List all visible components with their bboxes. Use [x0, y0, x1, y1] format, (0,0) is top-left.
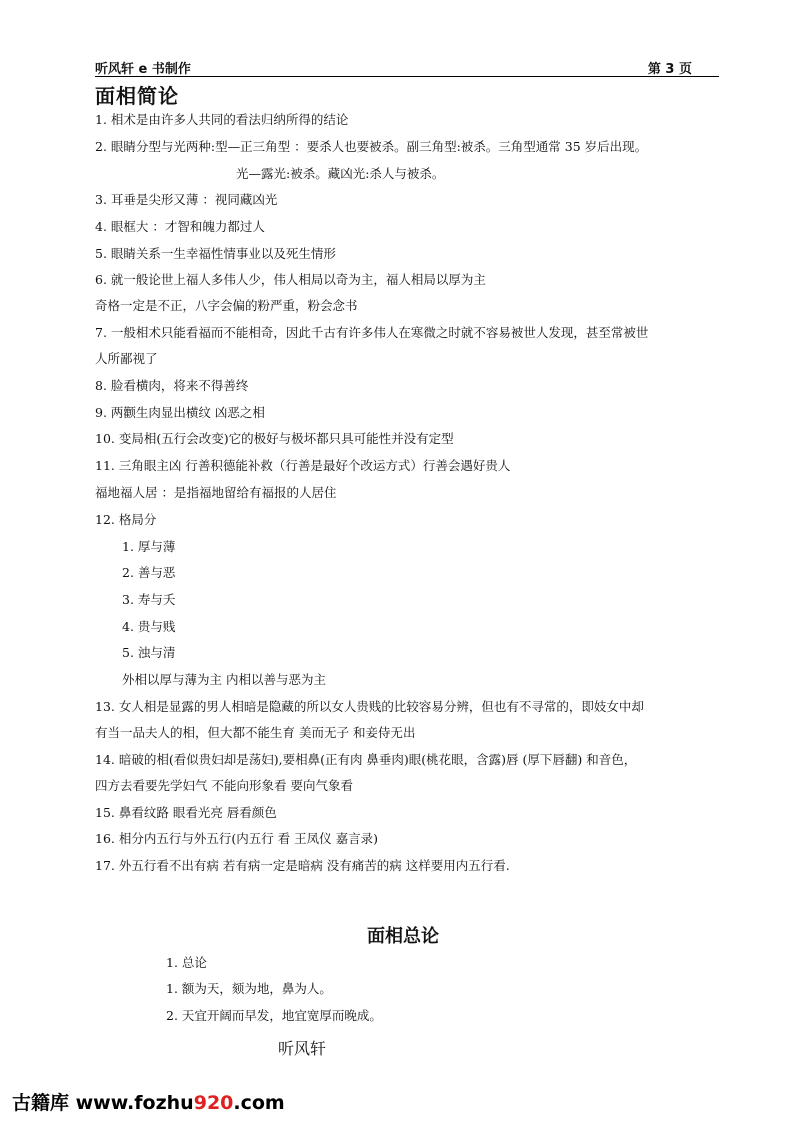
header-divider	[95, 76, 719, 77]
text-line: 四方去看要先学妇气 不能向形象看 要向气象看	[95, 778, 353, 793]
header-page-number: 第 3 页	[647, 62, 692, 77]
text-line: 13. 女人相是显露的男人相暗是隐藏的所以女人贵贱的比较容易分辨，但也有不寻常的，即妓女中却	[95, 699, 644, 714]
list-item: 4. 贵与贱	[122, 619, 176, 634]
text-line: 12. 格局分	[95, 512, 157, 527]
text-line: 4. 眼框大 ：才智和魄力都过人	[95, 219, 265, 234]
text-line: 14. 暗破的相(看似贵妇却是荡妇),要相鼻(正有肉 鼻垂肉)眼(桃花眼，含露)唇 (厚下唇翻) 和音色，	[95, 752, 637, 767]
text-line: 人所鄙视了	[95, 351, 158, 366]
text-line: 有当一品夫人的相，但大都不能生育 美而无子 和妾侍无出	[95, 725, 416, 740]
text-line: 奇格一定是不正，八字会偏的粉严重，粉会念书	[95, 298, 358, 313]
header-publisher: 听风轩 e 书制作	[95, 62, 191, 77]
list-item: 5. 浊与清	[122, 645, 176, 660]
list-item: 2. 善与恶	[122, 565, 176, 580]
list-item: 2. 天宜开阔而早发，地宜宽厚而晚成。	[166, 1008, 382, 1023]
watermark-number: 920	[193, 1092, 234, 1114]
list-item: 1. 总论	[166, 955, 207, 970]
text-line: 1. 相术是由许多人共同的看法归纳所得的结论	[95, 112, 349, 127]
list-item: 1. 厚与薄	[122, 539, 176, 554]
text-line: 17. 外五行看不出有病 若有病一定是暗病 没有痛苦的病 这样要用内五行看.	[95, 858, 510, 873]
section-title-brief: 面相简论	[95, 84, 179, 108]
watermark-suffix: .com	[233, 1092, 285, 1114]
text-line: 5. 眼睛关系一生幸福性情事业以及死生情形	[95, 246, 336, 261]
text-line: 9. 两颧生肉显出横纹 凶恶之相	[95, 405, 265, 420]
section-title-general: 面相总论	[367, 926, 439, 947]
text-line: 11. 三角眼主凶 行善积德能补救（行善是最好个改运方式）行善会遇好贵人	[95, 458, 511, 473]
text-line: 6. 就一般论世上福人多伟人少，伟人相局以奇为主，福人相局以厚为主	[95, 272, 486, 287]
text-line: 福地福人居 ：是指福地留给有福报的人居住	[95, 485, 337, 500]
text-line: 16. 相分内五行与外五行(内五行 看 王凤仪 嘉言录)	[95, 831, 379, 846]
watermark-prefix: 古籍库 www.fozhu	[12, 1092, 194, 1114]
text-line: 7. 一般相术只能看福而不能相奇，因此千古有许多伟人在寒微之时就不容易被世人发现，甚至常被世	[95, 325, 649, 340]
list-item: 3. 寿与夭	[122, 592, 176, 607]
list-item: 1. 额为天，颏为地，鼻为人。	[166, 981, 332, 996]
text-line: 15. 鼻看纹路 眼看光亮 唇看颜色	[95, 805, 277, 820]
text-line: 10. 变局相(五行会改变)它的极好与极坏都只具可能性并没有定型	[95, 431, 454, 446]
text-line: 3. 耳垂是尖形又薄 ：视同藏凶光	[95, 192, 278, 207]
text-line: 光—露光:被杀。藏凶光:杀人与被杀。	[236, 166, 445, 181]
site-watermark	[12, 1088, 285, 1115]
text-line: 8. 脸看横肉，将来不得善终	[95, 378, 249, 393]
text-line: 2. 眼睛分型与光两种:型—正三角型 ：要杀人也要被杀。副三角型:被杀。三角型通常 35 岁后出现。	[95, 139, 648, 154]
text-line: 外相以厚与薄为主 内相以善与恶为主	[122, 672, 326, 687]
page-header	[95, 57, 719, 77]
footer-signature: 听风轩	[278, 1039, 327, 1058]
